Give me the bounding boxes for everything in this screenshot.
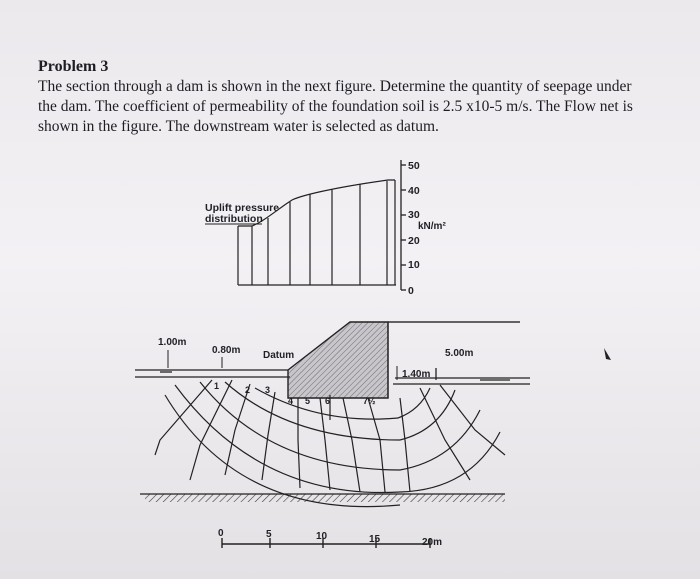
pressure-tick-50: 50 [408,160,420,172]
pressure-tick-20: 20 [408,235,420,247]
problem-line-1: The section through a dam is shown in the next figure. Determine the quantity of seepage under [38,78,632,95]
problem-title: Problem 3 [38,58,109,75]
scale-tick-15: 15 [369,534,381,545]
drop-label-4: 4 [288,396,294,406]
scale-tick-20m: 20m [422,537,443,548]
problem-line-3: shown in the figure. The downstream water is selected as datum. [38,118,439,135]
impervious-base [145,494,505,502]
pressure-unit: kN/m² [418,221,446,232]
pressure-tick-40: 40 [408,185,420,197]
drop-label-3: 3 [265,385,271,395]
scale-tick-5: 5 [266,529,272,540]
dam-section [288,322,520,398]
mouse-cursor-icon [604,348,611,360]
uplift-label-line2: distribution [205,213,263,225]
dim-heel: 1.40m [402,369,431,380]
drop-label-1: 1 [214,381,220,391]
scale-tick-10: 10 [316,531,328,542]
dim-downstream: 5.00m [445,348,474,359]
drop-label-2: 2 [245,385,251,395]
problem-line-2: the dam. The coefficient of permeability of the foundation soil is 2.5 x10-5 m/s. The Flow net is [38,98,633,115]
pressure-tick-10: 10 [408,259,420,271]
uplift-label-line1: Uplift pressure [205,202,280,214]
datum-label: Datum [263,350,295,361]
drop-label-6: 6 [325,396,331,406]
dim-floor-depth: 0.80m [212,345,241,356]
pressure-scale [401,160,406,290]
drop-label-7-half: 7½ [363,396,376,406]
uplift-pressure-diagram [238,180,396,285]
scale-tick-0: 0 [218,528,224,539]
dim-upstream-head: 1.00m [158,337,187,348]
pressure-tick-0: 0 [408,285,414,297]
pressure-tick-30: 30 [408,209,420,221]
drop-label-5: 5 [305,396,311,406]
